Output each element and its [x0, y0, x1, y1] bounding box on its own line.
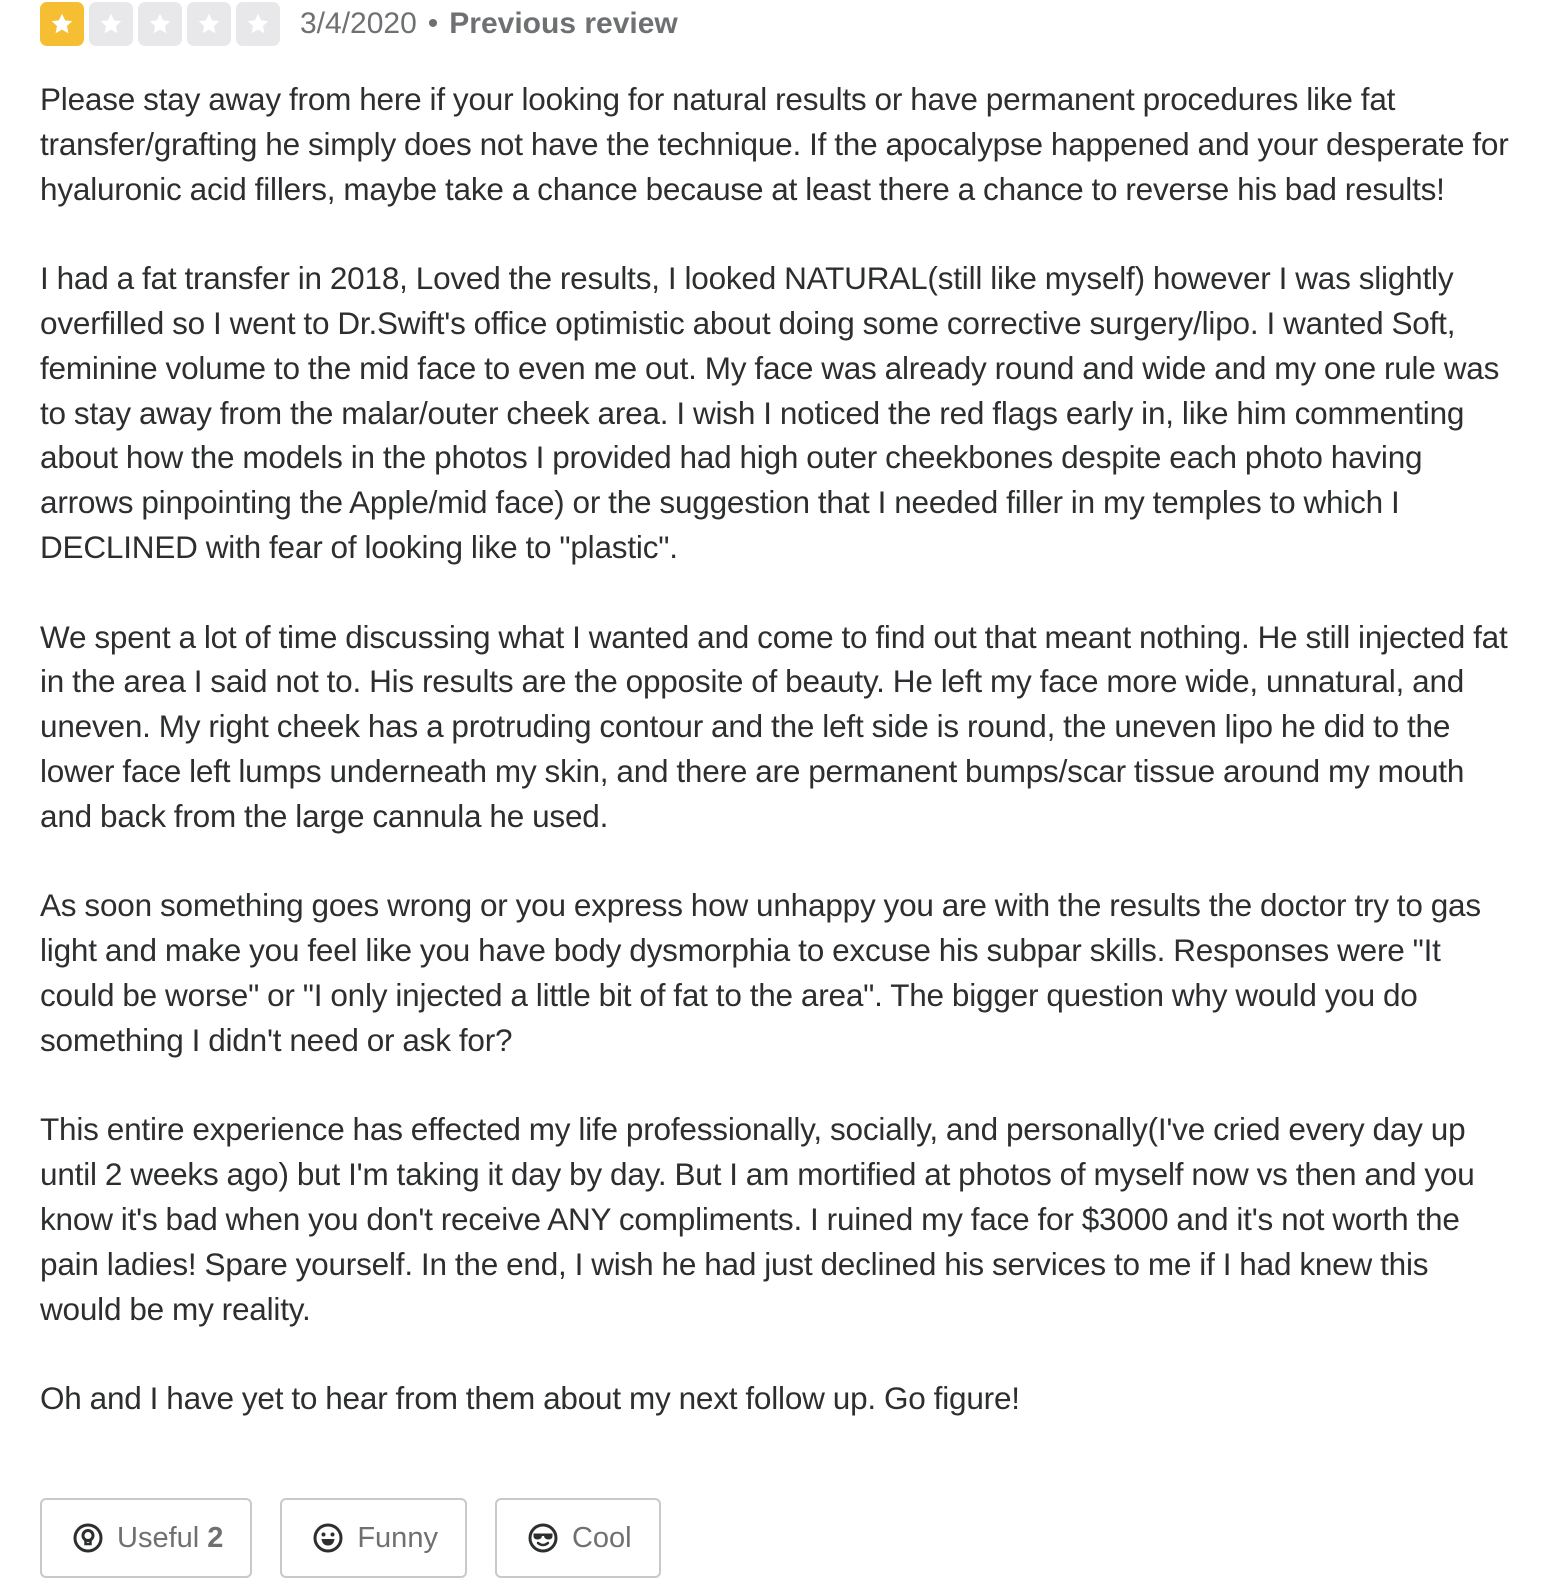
- review-paragraph: As soon something goes wrong or you express how unhappy you are with the results the doctor try to gas light and make you feel like you have body dysmorphia to excuse his subpar skills. Responses were "It could be worse" or "I only injected a little bit of fat to the area". The bigger question why would you do something I didn't need or ask for?: [40, 887, 1481, 1058]
- review-paragraph: I had a fat transfer in 2018, Loved the results, I looked NATURAL(still like myself) however I was slightly overfilled so I went to Dr.Swift's office optimistic about doing some corrective surgery/lipo. I wanted Soft, feminine volume to the mid face to even me out. My face was already round and wide and my one rule was to stay away from the malar/outer cheek area. I wish I noticed the red flags early in, like him commenting about how the models in the photos I provided had high outer cheekbones despite each photo having arrows pinpointing the Apple/mid face) or the suggestion that I needed filler in my temples to which I DECLINED with fear of looking like to "plastic".: [40, 260, 1500, 565]
- useful-count: 2: [207, 1521, 224, 1554]
- useful-label: Useful: [117, 1521, 200, 1554]
- review-paragraph: Oh and I have yet to hear from them about my next follow up. Go figure!: [40, 1380, 1020, 1417]
- cool-button[interactable]: [495, 1498, 661, 1578]
- smile-icon: [312, 1522, 344, 1554]
- cool-label: Cool: [571, 1521, 632, 1554]
- funny-button[interactable]: [280, 1498, 467, 1578]
- review-card: [40, 0, 1510, 1466]
- star-icon-empty: [236, 2, 280, 46]
- separator-dot: •: [427, 7, 439, 40]
- lightbulb-icon: [72, 1522, 104, 1554]
- star-rating: [40, 2, 280, 46]
- review-paragraph: Please stay away from here if your looking for natural results or have permanent procedures like fat transfer/grafting he simply does not have the technique. If the apocalypse happened and your desperate for hyaluronic acid fillers, maybe take a chance because at least there a chance to reverse his bad results!: [40, 81, 1509, 207]
- reaction-buttons: [40, 1498, 661, 1578]
- useful-button[interactable]: [40, 1498, 252, 1578]
- previous-review-link[interactable]: Previous review: [449, 7, 678, 40]
- review-date: 3/4/2020: [300, 7, 417, 40]
- star-icon-empty: [187, 2, 231, 46]
- review-paragraph: This entire experience has effected my life professionally, socially, and personally(I've cried every day up until 2 weeks ago) but I'm taking it day by day. But I am mortified at photos of myself now vs then and you know it's bad when you don't receive ANY compliments. I ruined my face for $3000 and it's not worth the pain ladies! Spare yourself. In the end, I wish he had just declined his services to me if I had knew this would be my reality.: [40, 1111, 1475, 1327]
- star-icon-filled: [40, 2, 84, 46]
- star-icon-empty: [138, 2, 182, 46]
- star-icon-empty: [89, 2, 133, 46]
- review-header: [40, 1, 1510, 47]
- sunglasses-icon: [527, 1522, 559, 1554]
- funny-label: Funny: [357, 1521, 438, 1554]
- review-text: [40, 77, 1510, 1421]
- review-paragraph: We spent a lot of time discussing what I wanted and come to find out that meant nothing. He still injected fat in the area I said not to. His results are the opposite of beauty. He left my face more wide, unnatural, and uneven. My right cheek has a protruding contour and the left side is round, the uneven lipo he did to the lower face left lumps underneath my skin, and there are permanent bumps/scar tissue around my mouth and back from the large cannula he used.: [40, 618, 1508, 834]
